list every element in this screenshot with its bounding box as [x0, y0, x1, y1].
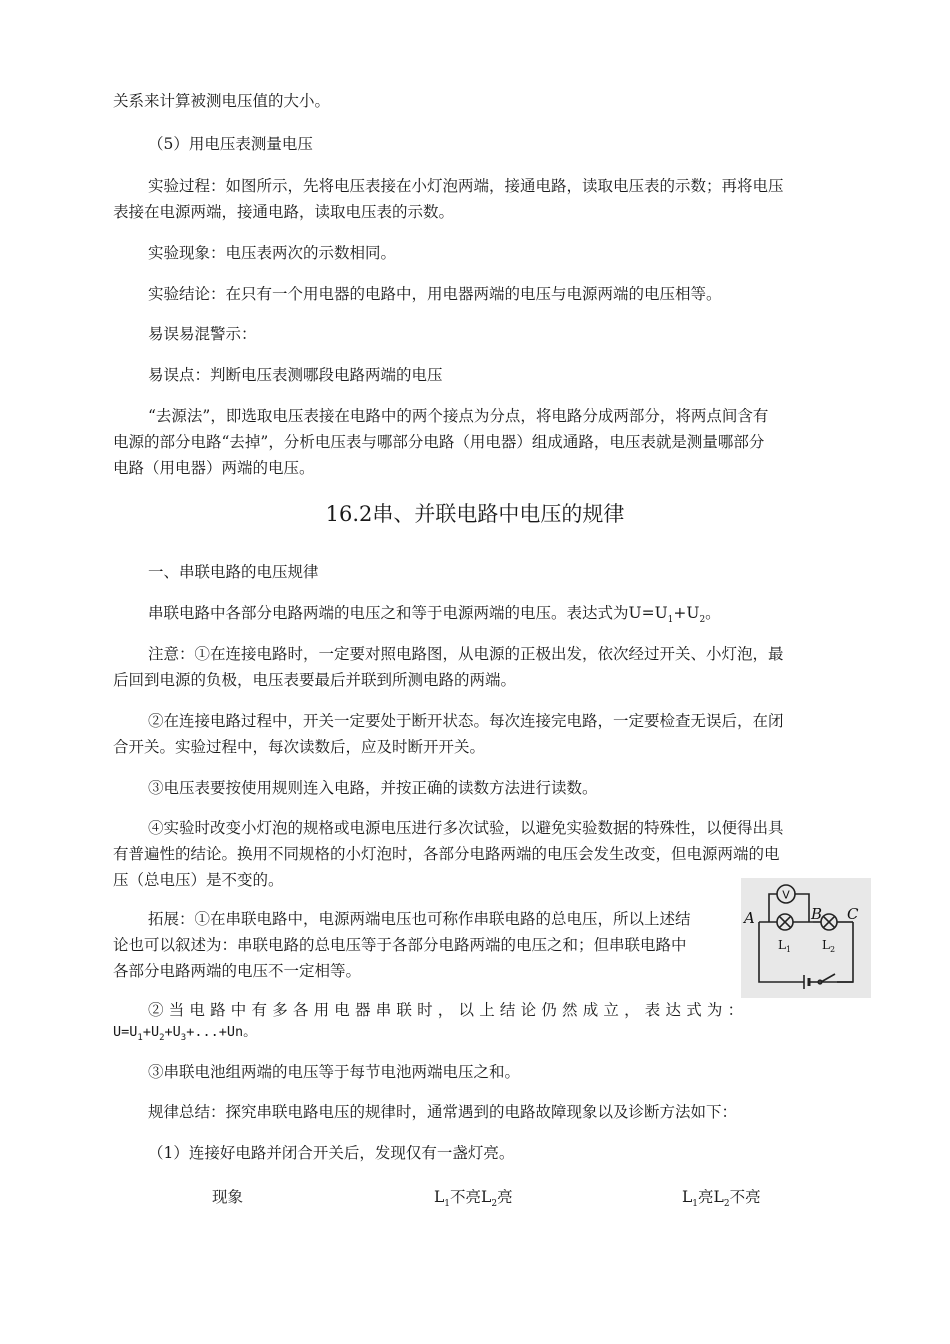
paragraph-line: 实验结论：在只有一个用电器的电路中，用电器两端的电压与电源两端的电压相等。	[148, 285, 722, 303]
wire-left	[759, 922, 804, 982]
paragraph-line: 有普遍性的结论。换用不同规格的小灯泡时，各部分电路两端的电压会发生改变，但电源两端的电	[113, 845, 780, 863]
subscript: 1	[137, 1033, 143, 1043]
section-heading: （5）用电压表测量电压	[148, 135, 313, 153]
paragraph-line: 压（总电压）是不变的。	[113, 871, 284, 889]
section-heading: 一、串联电路的电压规律	[148, 563, 319, 581]
paragraph-line: 规律总结：探究串联电路电压的规律时，通常遇到的电路故障现象以及诊断方法如下：	[148, 1103, 738, 1121]
formula-part: 。	[705, 604, 721, 622]
subscript: 3	[180, 1033, 187, 1043]
subscript: 2	[491, 1199, 498, 1209]
cell-part: 不亮	[729, 1188, 761, 1206]
paragraph-line: 实验过程：如图所示，先将电压表接在小灯泡两端，接通电路，读取电压表的示数；再将电压	[148, 177, 784, 195]
paragraph-line: ②当电路中有多各用电器串联时，以上结论仍然成立，表达式为：	[148, 1001, 749, 1019]
circuit-diagram	[741, 878, 871, 998]
table-cell-phenomenon: 现象	[212, 1188, 244, 1206]
table-cell-l2-off	[682, 1184, 761, 1210]
subscript: 1	[667, 615, 674, 625]
paragraph-line: 注意：①在连接电路时，一定要对照电路图，从电源的正极出发，依次经过开关、小灯泡，最	[148, 645, 784, 663]
point-b-label: B	[811, 905, 823, 923]
paragraph-line: 合开关。实验过程中，每次读数后，应及时断开开关。	[113, 738, 486, 756]
voltmeter-label: V	[782, 888, 790, 902]
paragraph-line: 电源的部分电路“去掉”，分析电压表与哪部分电路（用电器）组成通路，电压表就是测量哪部分	[113, 433, 765, 451]
table-cell-l1-off	[434, 1184, 513, 1210]
paragraph-line: 后回到电源的负极，电压表要最后并联到所测电路的两端。	[113, 671, 517, 689]
switch-lever	[821, 974, 835, 982]
wire-right	[819, 922, 853, 982]
formula-part: +U	[673, 604, 700, 622]
lamp-l2-cross	[823, 916, 834, 927]
paragraph-line: 论也可以叙述为：串联电路的总电压等于各部分电路两端的电压之和；但串联电路中	[113, 936, 687, 954]
paragraph-line: 表接在电源两端，接通电路，读取电压表的示数。	[113, 203, 455, 221]
paragraph-line: 电路（用电器）两端的电压。	[113, 459, 315, 477]
formula-part: +U	[142, 1024, 160, 1040]
point-a-label: A	[744, 909, 755, 927]
formula-part: +...+Un。	[186, 1024, 257, 1040]
circuit-svg	[741, 878, 871, 998]
cell-part: 亮L	[698, 1188, 724, 1206]
paragraph-line: ③串联电池组两端的电压等于每节电池两端电压之和。	[148, 1063, 521, 1081]
cell-part: 亮	[497, 1188, 513, 1206]
paragraph-line: （1）连接好电路并闭合开关后，发现仅有一盏灯亮。	[148, 1144, 515, 1162]
formula	[113, 1019, 837, 1045]
wire-meter-right	[795, 894, 809, 922]
subscript: 1	[444, 1199, 451, 1209]
paragraph-line: 实验现象：电压表两次的示数相同。	[148, 244, 397, 262]
paragraph-line: ②在连接电路过程中，开关一定要处于断开状态。每次连接完电路，一定要检查无误后，在闭	[148, 712, 784, 730]
lamp-l1-label: $L_1$	[778, 938, 792, 954]
paragraph-line	[148, 600, 838, 626]
formula-part: U=U	[113, 1024, 138, 1040]
paragraph-line: 易误点：判断电压表测哪段电路两端的电压	[148, 366, 443, 384]
subscript: 2	[699, 615, 706, 625]
paragraph-line: 关系来计算被测电压值的大小。	[113, 92, 331, 110]
formula	[628, 604, 721, 625]
paragraph-line: “去源法”，即选取电压表接在电路中的两个接点为分点，将电路分成两部分，将两点间含有	[148, 407, 769, 425]
paragraph-line: ③电压表要按使用规则连入电路，并按正确的读数方法进行读数。	[148, 779, 598, 797]
paragraph-line: 易误易混警示：	[148, 325, 257, 343]
lamp-l1-cross	[779, 916, 790, 927]
subscript: 2	[159, 1033, 165, 1043]
cell-part: 不亮L	[450, 1188, 492, 1206]
formula-part: U=U	[628, 604, 668, 622]
chapter-title: 16.2串、并联电路中电压的规律	[325, 502, 625, 526]
lamp-l2-label: $L_2$	[822, 938, 836, 954]
subscript: 1	[692, 1199, 699, 1209]
paragraph-line: 各部分电路两端的电压不一定相等。	[113, 962, 362, 980]
subscript: 2	[723, 1199, 730, 1209]
text-run: 串联电路中各部分电路两端的电压之和等于电源两端的电压。表达式为	[148, 604, 629, 622]
wire-meter-left	[769, 894, 777, 922]
paragraph-line: ④实验时改变小灯泡的规格或电源电压进行多次试验，以避免实验数据的特殊性，以便得出具	[148, 819, 784, 837]
point-c-label: C	[847, 905, 859, 923]
formula-part: +U	[164, 1024, 181, 1040]
paragraph-line: 拓展：①在串联电路中，电源两端电压也可称作串联电路的总电压，所以上述结	[148, 910, 691, 928]
cell-part: L	[682, 1188, 693, 1206]
cell-part: L	[434, 1188, 445, 1206]
